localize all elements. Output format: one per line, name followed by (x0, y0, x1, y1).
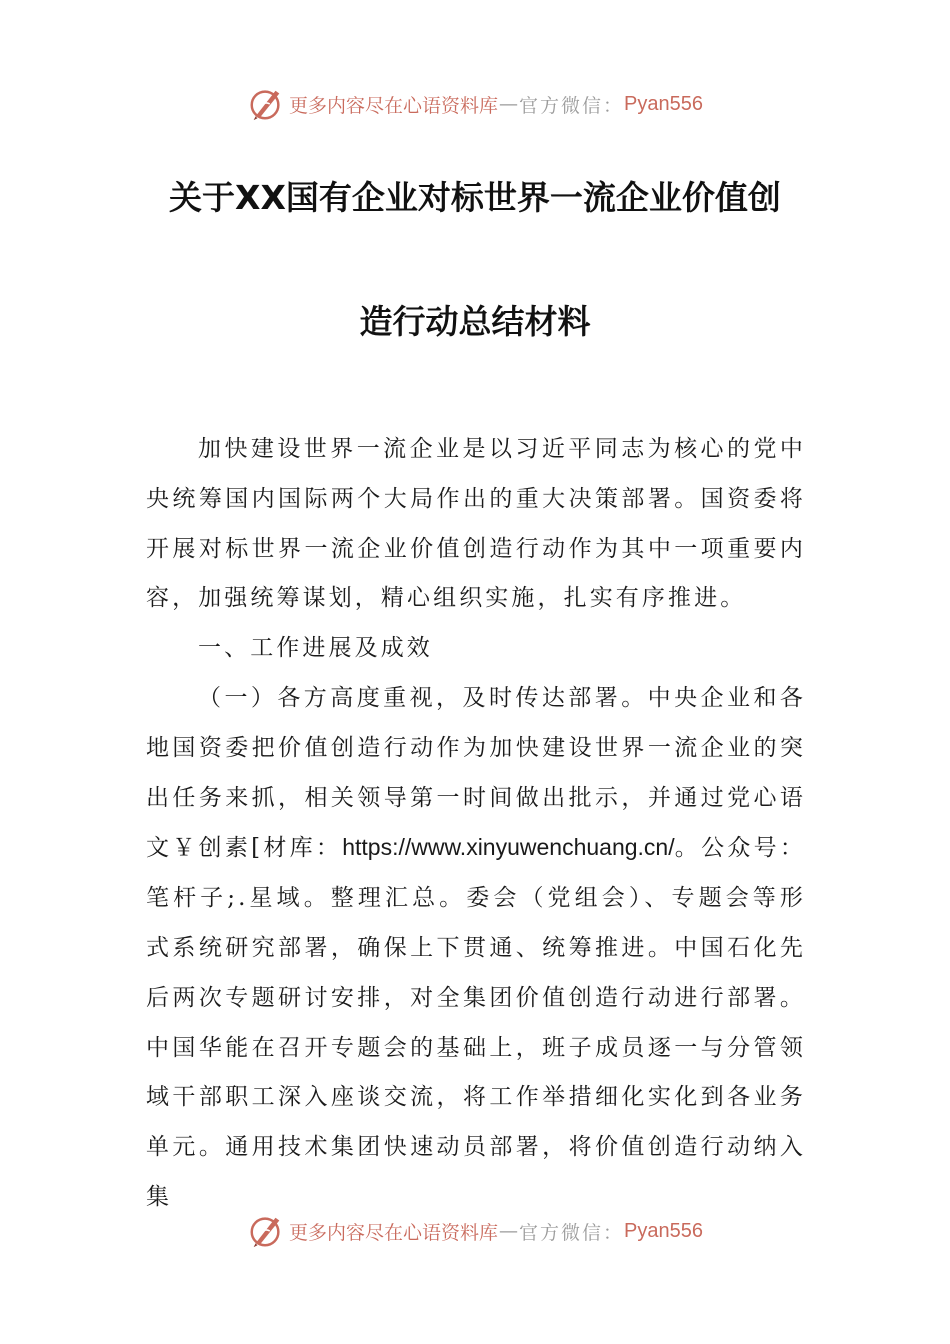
banner-dash: — (499, 93, 519, 115)
paragraph-intro: 加快建设世界一流企业是以习近平同志为核心的党中央统筹国内国际两个大局作出的重大决策部署。国资委将开展对标世界一流企业价值创造行动作为其中一项重要内容，加强统筹谋划，精心组织实施，扎实有序推进。 (146, 436, 806, 612)
section-heading-1: 一、工作进展及成效 (198, 635, 433, 662)
banner-wechat-id: Pyan556 (624, 92, 703, 115)
pen-logo-icon (247, 1212, 285, 1250)
website-link[interactable]: https://www.xinyuwenchuang.cn/ (342, 834, 675, 861)
paragraph-text-a: （一）各方高度重视，及时传达部署。中央企业和各地国资委把价值创造行动作为加快建设世界一流企业的突出任务来抓，相关领导第一时间做出批示，并通过党心语文￥创素[材库： (146, 684, 806, 862)
document-title-line-1: 关于XX国有企业对标世界一流企业价值创 (169, 178, 781, 217)
pen-logo-icon (247, 85, 285, 123)
banner-wechat-id: Pyan556 (624, 1219, 703, 1242)
banner-main-text: 更多内容尽在心语资料库 (289, 1221, 499, 1244)
banner-wechat-label: 官方微信： (519, 1221, 625, 1244)
banner-main-text: 更多内容尽在心语资料库 (289, 94, 499, 117)
paragraph-section-1-1 (146, 674, 806, 1223)
footer-watermark-banner (0, 1209, 950, 1253)
document-title-line-2: 造行动总结材料 (359, 302, 591, 341)
paragraph-text-b: 。公众号：笔杆子;.星域。整理汇总。委会（党组会）、专题会等形式系统研究部署，确保上下贯通、统筹推进。中国石化先后两次专题研讨安排，对全集团价值创造行动进行部署。中国华能在召开专题会的基础上，班子成员逐一与分管领域干部职工深入座谈交流，将工作举措细化实化到各业务单元。通用技术集团快速动员部署，将价值创造行动纳入集 (146, 835, 806, 1210)
document-body (146, 425, 806, 1223)
banner-dash: — (499, 1220, 519, 1242)
banner-wechat-label: 官方微信： (519, 94, 625, 117)
header-watermark-banner (0, 82, 950, 126)
